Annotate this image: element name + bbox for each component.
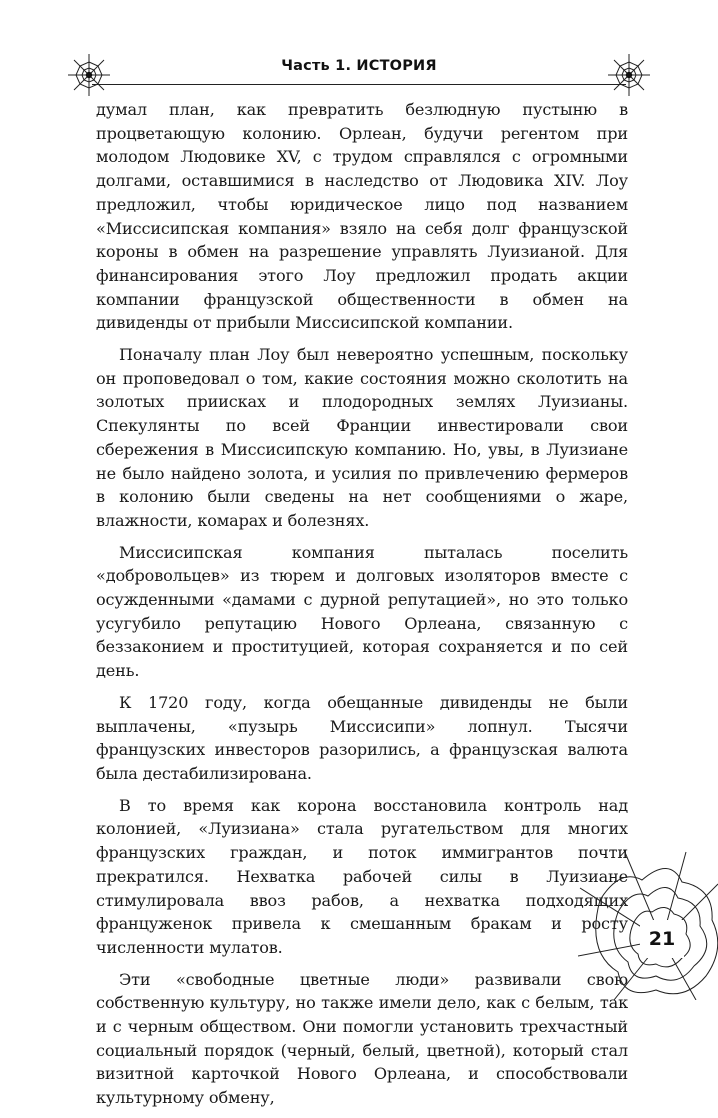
spider-web-right-icon — [606, 52, 652, 98]
paragraph-1: думал план, как превратить безлюдную пустыню в процветающую колонию. Орлеан, будучи регентом при молодом Людовике XV, с трудом справлялся с огромными долгами, оставшимися в наследство от Людовика XIV. Лоу предложил, чтобы юридическое лицо под названием «Миссисипская компания» взяло на себя долг французской короны в обмен на разрешение управлять Луизианой. Для финансирования этого Лоу предложил продать акции компании французской общественности в обмен на дивиденды от прибыли Миссисипской компании. — [96, 100, 628, 333]
spider-web-left-icon — [66, 52, 112, 98]
page-number: 21 — [640, 920, 684, 958]
body-text — [96, 98, 628, 1118]
paragraph-2: Поначалу план Лоу был невероятно успешным, поскольку он проповедовал о том, какие состояния можно сколотить на золотых приисках и плодородных землях Луизианы. Спекулянты по всей Франции инвестировали свои сбережения в Миссисипскую компанию. Но, увы, в Луизиане не было найдено золота, и усилия по привлечению фермеров в колонию были сведены на нет сообщениями о жаре, влажности, комарах и болезнях. — [96, 345, 628, 530]
paragraph-6: Эти «свободные цветные люди» развивали свою собственную культуру, но также имели дело, как с белым, так и с черным обществом. Они помогли установить трехчастный социальный порядок (черный, белый, цветной), который стал визитной карточкой Нового Орлеана, и способствовали культурному обмену, — [96, 969, 628, 1108]
header-title: Часть 1. ИСТОРИЯ — [281, 58, 437, 74]
paragraph-5: В то время как корона восстановила контроль над колонией, «Луизиана» стала ругательством для многих французских граждан, и поток иммигрантов почти прекратился. Нехватка рабочей силы в Луизиане стимулировала ввоз рабов, а нехватка подходящих француженок привела к смешанным бракам и росту численности мулатов. — [96, 795, 628, 957]
header-rule — [92, 84, 626, 85]
paragraph-3: Миссисипская компания пыталась поселить «добровольцев» из тюрем и долговых изоляторов вместе с осужденными «дамами с дурной репутацией», но это только усугубило репутацию Нового Орлеана, связанную с беззаконием и проституцией, которая сохраняется и по сей день. — [96, 542, 628, 681]
paragraph-4: К 1720 году, когда обещанные дивиденды не были выплачены, «пузырь Миссисипи» лопнул. Тысячи французских инвесторов разорились, а французская валюта была дестабилизирована. — [96, 692, 628, 783]
